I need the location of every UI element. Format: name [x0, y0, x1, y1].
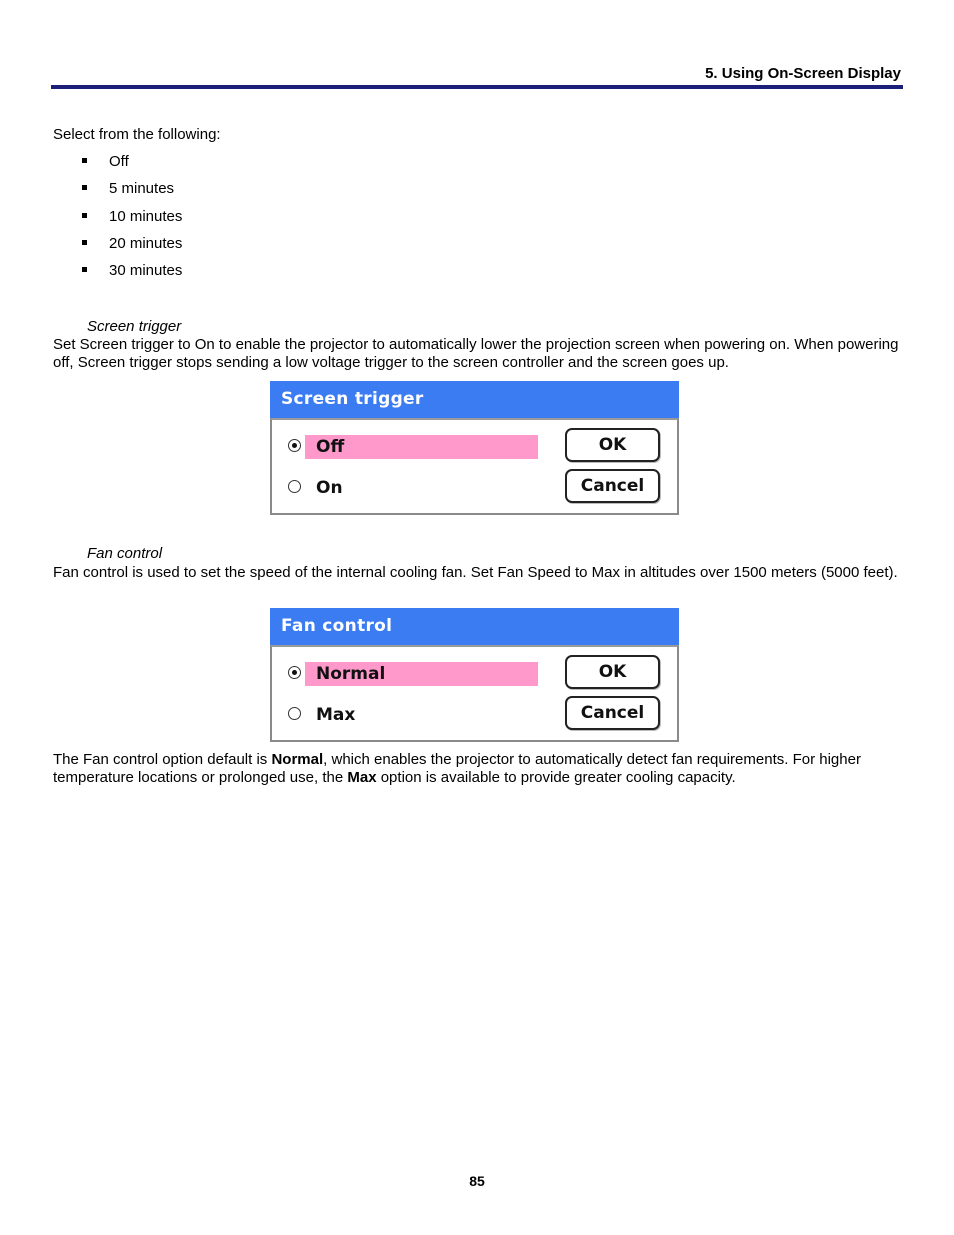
- list-item: 5 minutes: [53, 180, 182, 207]
- radio-unselected-icon[interactable]: [288, 707, 301, 720]
- ok-button[interactable]: OK: [565, 428, 660, 462]
- option-label: Normal: [305, 662, 538, 686]
- ok-button[interactable]: OK: [565, 655, 660, 689]
- dialog-title: Fan control: [270, 608, 679, 645]
- bullet-icon: [82, 267, 87, 272]
- radio-unselected-icon[interactable]: [288, 480, 301, 493]
- list-item: 30 minutes: [53, 262, 182, 289]
- page-number: 85: [469, 1173, 485, 1189]
- bullet-icon: [82, 185, 87, 190]
- option-label: Max: [316, 705, 356, 725]
- list-item: 20 minutes: [53, 235, 182, 262]
- bullet-icon: [82, 158, 87, 163]
- option-off[interactable]: [288, 435, 556, 459]
- bullet-icon: [82, 240, 87, 245]
- dialog-body: [270, 645, 679, 742]
- dialog-body: [270, 418, 679, 515]
- option-max[interactable]: [288, 703, 556, 727]
- screen-trigger-dialog: [270, 381, 679, 515]
- cancel-button[interactable]: Cancel: [565, 469, 660, 503]
- fan-control-heading: Fan control: [87, 545, 163, 562]
- option-normal[interactable]: [288, 662, 556, 686]
- bullet-icon: [82, 213, 87, 218]
- fan-control-note: The Fan control option default is Normal, which enables the projector to automatically detect fan requirements. For higher temperature locations or prolonged use, the Max option is available to provide greater cooling capacity.: [53, 751, 861, 786]
- timer-options-list: [53, 153, 182, 289]
- fan-control-description: Fan control is used to set the speed of the internal cooling fan. Set Fan Speed to Max in altitudes over 1500 meters (5000 feet).: [53, 564, 898, 581]
- screen-trigger-heading: Screen trigger: [87, 318, 182, 335]
- dialog-title: Screen trigger: [270, 381, 679, 418]
- option-label: On: [316, 478, 343, 498]
- page-header-title: 5. Using On-Screen Display: [705, 65, 901, 82]
- intro-text: Select from the following:: [53, 126, 221, 143]
- screen-trigger-description: Set Screen trigger to On to enable the projector to automatically lower the projection screen when powering on. When powering off, Screen trigger stops sending a low voltage trigger to the screen controller and the screen goes up.: [53, 336, 899, 371]
- option-on[interactable]: [288, 476, 556, 500]
- header-rule: [51, 85, 903, 89]
- radio-selected-icon[interactable]: [288, 666, 301, 679]
- list-item: Off: [53, 153, 182, 180]
- fan-control-dialog: [270, 608, 679, 742]
- radio-selected-icon[interactable]: [288, 439, 301, 452]
- list-item: 10 minutes: [53, 208, 182, 235]
- option-label: Off: [305, 435, 538, 459]
- cancel-button[interactable]: Cancel: [565, 696, 660, 730]
